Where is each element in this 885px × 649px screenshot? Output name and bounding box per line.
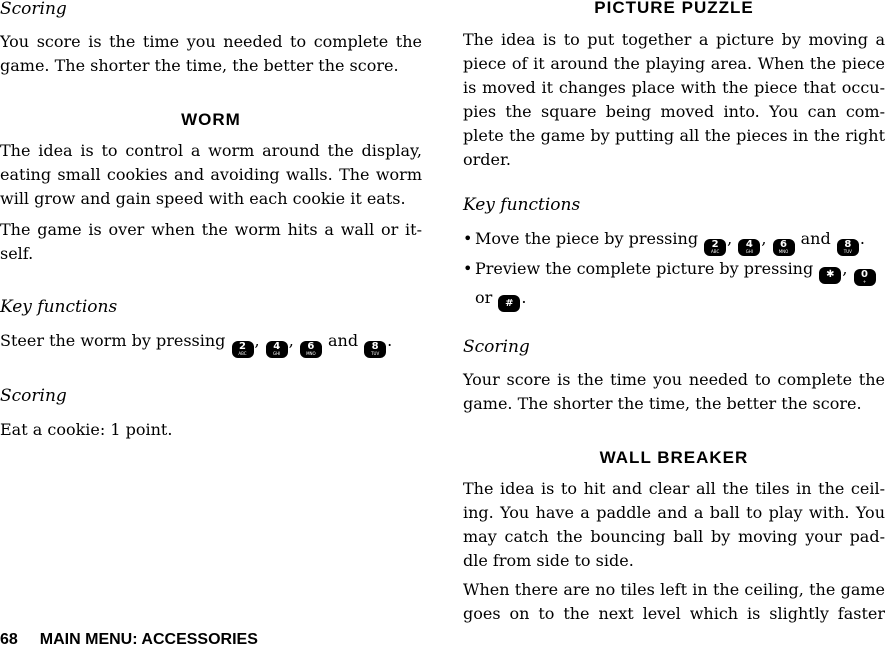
worm-scoring-text: Eat a cookie: 1 point. <box>0 420 173 439</box>
section-title: MAIN MENU: ACCESSORIES <box>39 631 258 648</box>
wall-breaker-description: The idea is to hit and clear all the tiles in the ceil-ing. You have a paddle and a ball to play with. You may catch the bouncing ball by moving your pad-dle from side to side. <box>463 479 885 570</box>
worm-key-functions-heading: Key functions <box>0 297 118 317</box>
worm-steer-line: Steer the worm by pressing 2 ABC , 4 GHI , 6 MNO and 8 TUV . <box>0 331 393 356</box>
key-2-icon: 2 ABC <box>704 239 726 256</box>
steer-text: Steer the worm by pressing <box>0 331 226 350</box>
page-number: 68 <box>0 631 18 648</box>
key-hash-icon: # <box>498 295 520 312</box>
puzzle-key-functions-heading: Key functions <box>463 195 581 215</box>
puzzle-scoring-heading: Scoring <box>463 337 530 357</box>
worm-game-over: The game is over when the worm hits a wall or it-self. <box>0 220 422 263</box>
key-6-icon: 6 MNO <box>773 239 795 256</box>
key-0-icon: 0 + <box>854 269 876 286</box>
key-6-icon: 6 MNO <box>300 341 322 358</box>
worm-scoring-heading: Scoring <box>0 386 67 406</box>
key-4-icon: 4 GHI <box>738 239 760 256</box>
puzzle-bullet-move: • Move the piece by pressing 2 ABC , 4 GHI , 6 MNO and 8 TUV . <box>463 229 865 254</box>
worm-description: The idea is to control a worm around the display, eating small cookies and avoiding walls. The worm will grow and gain speed with each cookie it eats. <box>0 141 422 208</box>
picture-puzzle-description: The idea is to put together a picture by moving a piece of it around the playing area. When the piece is moved it changes place with the piece that occu-pies the square being moved into. You can com-plete the game by putting all the pieces in the right order. <box>463 30 885 169</box>
wall-breaker-heading: WALL BREAKER <box>599 448 749 467</box>
puzzle-bullet-preview: • Preview the complete picture by pressing ✱ , 0 + or # . <box>463 257 885 312</box>
key-4-icon: 4 GHI <box>266 341 288 358</box>
scoring-text: You score is the time you needed to complete the game. The shorter the time, the better the score. <box>0 32 422 75</box>
page-footer <box>0 631 258 649</box>
scoring-heading: Scoring <box>0 0 67 19</box>
worm-heading: WORM <box>181 110 241 129</box>
wall-breaker-next-level: When there are no tiles left in the ceiling, the game goes on to the next level which is slightly faster <box>463 580 885 623</box>
key-8-icon: 8 TUV <box>837 239 859 256</box>
puzzle-scoring-text: Your score is the time you needed to complete the game. The shorter the time, the better the score. <box>463 370 885 413</box>
picture-puzzle-heading: PICTURE PUZZLE <box>594 0 754 17</box>
key-8-icon: 8 TUV <box>364 341 386 358</box>
key-2-icon: 2 ABC <box>232 341 254 358</box>
key-star-icon: ✱ <box>819 267 841 284</box>
